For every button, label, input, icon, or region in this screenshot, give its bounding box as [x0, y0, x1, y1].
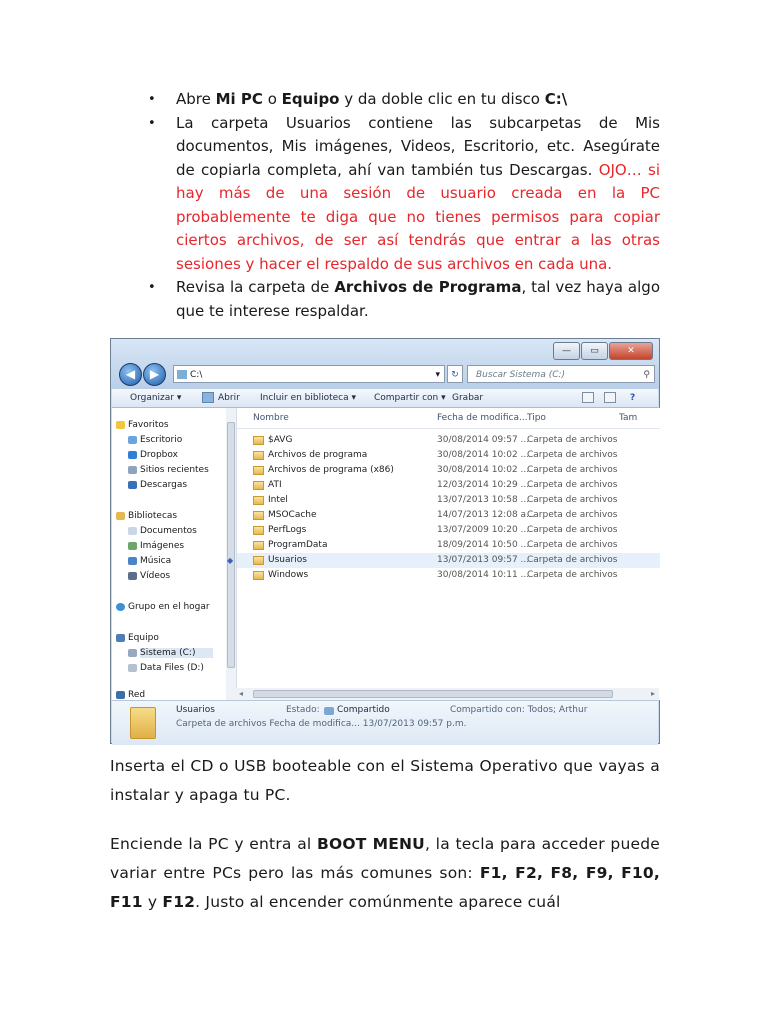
horizontal-scrollbar-thumb[interactable] [253, 690, 613, 698]
documents-icon [128, 527, 137, 535]
file-type: Carpeta de archivos [527, 540, 618, 550]
bullet1-disk: C:\ [544, 90, 568, 108]
file-type: Carpeta de archivos [527, 435, 618, 445]
search-icon[interactable]: ⚲ [643, 370, 650, 380]
drive-icon [177, 370, 187, 379]
nav-item-downloads[interactable] [140, 480, 187, 490]
file-row[interactable] [237, 523, 660, 538]
file-type: Carpeta de archivos [527, 570, 618, 580]
scroll-left-icon[interactable]: ◂ [239, 689, 244, 698]
back-arrow-icon[interactable]: ◀ [119, 363, 142, 386]
bullet2-warning: OJO… si hay más de una sesión de usuario creada en la PC probablemente te diga que no tienes permisos para copiar ciertos archivos, de ser así tendrás que entrar a las otras sesiones y hacer el respaldo de sus archivos en cada una. [176, 160, 660, 273]
file-list [227, 408, 660, 700]
nav-scrollbar-thumb[interactable] [227, 422, 235, 668]
file-type: Carpeta de archivos [527, 480, 618, 490]
file-date: 14/07/2013 12:08 a... [437, 510, 535, 520]
details-state-value: Compartido [337, 705, 390, 715]
videos-icon [128, 572, 137, 580]
file-row[interactable] [237, 538, 660, 553]
nav-item-data-d[interactable] [140, 663, 204, 673]
search-placeholder: Buscar Sistema (C:) [476, 370, 566, 380]
share-with-button[interactable]: Compartir con ▾ [374, 393, 446, 403]
folder-icon [253, 556, 264, 565]
recent-places-icon [128, 466, 137, 474]
folder-icon [253, 481, 264, 490]
drive-icon [128, 664, 137, 672]
folder-icon [253, 526, 264, 535]
folder-icon [253, 571, 264, 580]
details-shared-with: Compartido con: Todos; Arthur [450, 705, 588, 715]
organize-button[interactable]: Organizar ▾ [130, 393, 182, 403]
star-icon [116, 421, 125, 429]
homegroup-icon [116, 603, 125, 611]
horizontal-scrollbar[interactable] [235, 688, 659, 700]
file-date: 18/09/2014 10:50 ... [437, 540, 530, 550]
file-name: $AVG [268, 435, 293, 445]
nav-favorites[interactable] [128, 420, 169, 430]
file-date: 13/07/2013 10:58 ... [437, 495, 530, 505]
function-keys-text: F1, F2, F8, F9, F10, F11 [110, 864, 660, 911]
nav-item-music[interactable] [140, 556, 171, 566]
file-date: 12/03/2014 10:29 ... [437, 480, 530, 490]
nav-label: Música [140, 556, 172, 566]
nav-item-videos[interactable] [140, 571, 170, 581]
folder-icon [253, 436, 264, 445]
file-type: Carpeta de archivos [527, 510, 618, 520]
drive-icon [128, 649, 137, 657]
preview-pane-icon[interactable] [604, 392, 616, 403]
file-type: Carpeta de archivos [527, 465, 618, 475]
nav-item-dropbox[interactable] [140, 450, 178, 460]
file-row-selected[interactable] [227, 553, 660, 568]
bullet1-text-b: o [262, 90, 282, 108]
file-date: 30/08/2014 10:02 ... [437, 450, 530, 460]
file-row[interactable] [237, 448, 660, 463]
explorer-window-screenshot [110, 338, 660, 744]
nav-label: Escritorio [140, 435, 183, 445]
nav-label: Documentos [140, 526, 197, 536]
explorer-titlebar [111, 339, 659, 389]
file-date: 13/07/2013 09:57 ... [437, 555, 530, 565]
bullet3-text-a: Revisa la carpeta de [176, 278, 335, 296]
dropbox-icon [128, 451, 137, 459]
folder-icon [253, 541, 264, 550]
refresh-icon[interactable]: ↻ [447, 365, 463, 383]
downloads-icon [128, 481, 137, 489]
view-options-icon[interactable] [582, 392, 594, 403]
bullet3-bold: Archivos de Programa [334, 278, 522, 296]
nav-favorites-label: Favoritos [128, 420, 169, 430]
close-icon[interactable]: ✕ [609, 342, 653, 360]
open-button[interactable]: Abrir [218, 393, 240, 403]
dropdown-arrow-icon[interactable]: ▾ [435, 370, 440, 380]
forward-arrow-icon[interactable]: ▶ [143, 363, 166, 386]
nav-label: Dropbox [140, 450, 178, 460]
nav-libraries-label: Bibliotecas [128, 511, 178, 521]
file-date: 13/07/2009 10:20 ... [437, 525, 530, 535]
address-bar[interactable] [173, 365, 445, 383]
details-state-label: Estado: [286, 705, 320, 715]
minimize-icon[interactable]: — [553, 342, 580, 360]
nav-label: Sistema (C:) [140, 648, 196, 658]
paragraph-1 [110, 752, 660, 810]
file-row[interactable] [237, 508, 660, 523]
nav-label: Data Files (D:) [140, 663, 204, 673]
nav-item-escritorio[interactable] [140, 435, 182, 445]
address-text: C:\ [190, 370, 203, 380]
bullet-item-3 [148, 276, 660, 323]
pictures-icon [128, 542, 137, 550]
file-type: Carpeta de archivos [527, 525, 618, 535]
file-type: Carpeta de archivos [527, 555, 618, 565]
bullet1-equipo: Equipo [281, 90, 340, 108]
f12-key-text: F12 [162, 893, 196, 911]
bullet2-text: La carpeta Usuarios contiene las subcarpetas de Mis documentos, Mis imágenes, Videos, Escritorio, etc. Asegúrate de copiarla completa, ahí van también tus Descargas. [176, 113, 660, 179]
paragraph-2 [110, 830, 660, 917]
nav-label: Imágenes [140, 541, 185, 551]
folder-icon [253, 451, 264, 460]
paragraph-2-text-d: . Justo al encender comúnmente aparece cuál [195, 893, 561, 911]
nav-label: Sitios recientes [140, 465, 209, 475]
help-icon[interactable]: ? [630, 393, 636, 403]
nav-item-images[interactable] [140, 541, 184, 551]
file-name: MSOCache [268, 510, 317, 520]
column-size[interactable]: Tam [619, 413, 638, 423]
file-name: Archivos de programa (x86) [268, 465, 394, 475]
nav-item-recent[interactable] [140, 465, 209, 475]
nav-label: Descargas [140, 480, 188, 490]
details-pane [112, 700, 658, 745]
folder-icon [253, 511, 264, 520]
bullet-list [148, 88, 660, 323]
pin-marker-icon: ◆ [227, 556, 234, 565]
nav-homegroup[interactable] [128, 602, 210, 612]
scroll-right-icon[interactable]: ▸ [650, 689, 655, 698]
file-name: ProgramData [268, 540, 328, 550]
file-date: 30/08/2014 09:57 ... [437, 435, 530, 445]
file-type: Carpeta de archivos [527, 450, 618, 460]
file-name: Archivos de programa [268, 450, 368, 460]
file-row[interactable] [237, 433, 660, 448]
paragraph-2-text-a: Enciende la PC y entra al [110, 835, 317, 853]
include-library-button[interactable]: Incluir en biblioteca ▾ [260, 393, 357, 403]
column-type[interactable]: Tipo [527, 413, 546, 423]
bullet1-mipc: Mi PC [215, 90, 263, 108]
command-bar [112, 389, 658, 408]
file-name: Windows [268, 570, 309, 580]
file-name: Intel [268, 495, 288, 505]
computer-icon [116, 634, 125, 642]
boot-menu-text: BOOT MENU [316, 835, 425, 853]
paragraph-2-text-c: y [142, 893, 163, 911]
details-state [324, 705, 390, 715]
bullet1-text-a: Abre [176, 90, 216, 108]
bullet3-text-b: , tal vez haya algo que te interese respaldar. [176, 278, 660, 320]
nav-computer[interactable] [128, 633, 159, 643]
file-name: Usuarios [268, 555, 307, 565]
burn-button[interactable]: Grabar [452, 393, 484, 403]
nav-item-documents[interactable] [140, 526, 197, 536]
nav-computer-label: Equipo [128, 633, 159, 643]
paragraph-2-text-b: , la tecla para acceder puede variar entre PCs pero las más comunes son: [110, 835, 661, 882]
folder-icon [253, 496, 264, 505]
nav-homegroup-label: Grupo en el hogar [128, 602, 210, 612]
open-icon [202, 392, 214, 403]
details-kind: Carpeta de archivos Fecha de modifica... 13/07/2013 09:57 p.m. [176, 719, 467, 729]
folder-icon [253, 466, 264, 475]
column-name[interactable]: Nombre [253, 413, 289, 423]
nav-libraries[interactable] [128, 511, 177, 521]
nav-item-system-c[interactable] [140, 648, 213, 658]
file-row[interactable] [237, 463, 660, 478]
paragraph-1-text: Inserta el CD o USB booteable con el Sistema Operativo que vayas a instalar y apaga tu PC. [110, 757, 660, 804]
network-icon [116, 691, 125, 699]
file-row[interactable] [237, 568, 660, 583]
file-name: ATI [268, 480, 282, 490]
file-date: 30/08/2014 10:02 ... [437, 465, 530, 475]
nav-label: Vídeos [140, 571, 171, 581]
bullet-item-2 [148, 112, 660, 277]
navigation-pane [112, 408, 237, 700]
library-icon [116, 512, 125, 520]
file-row[interactable] [237, 493, 660, 508]
nav-network-label: Red [128, 690, 146, 700]
search-input[interactable] [467, 365, 655, 383]
bullet-item-1 [148, 88, 660, 112]
desktop-icon [128, 436, 137, 444]
file-name: PerfLogs [268, 525, 307, 535]
file-row[interactable] [237, 478, 660, 493]
file-type: Carpeta de archivos [527, 495, 618, 505]
file-date: 30/08/2014 10:11 ... [437, 570, 530, 580]
bullet1-text-c: y da doble clic en tu disco [339, 90, 545, 108]
shared-users-icon [324, 707, 334, 715]
folder-large-icon [130, 707, 156, 739]
window-controls [553, 342, 653, 360]
details-name: Usuarios [176, 705, 215, 715]
column-header [237, 408, 660, 429]
column-date[interactable]: Fecha de modifica... [437, 413, 528, 423]
maximize-icon[interactable]: ▭ [581, 342, 608, 360]
nav-network[interactable] [128, 690, 145, 700]
music-icon [128, 557, 137, 565]
